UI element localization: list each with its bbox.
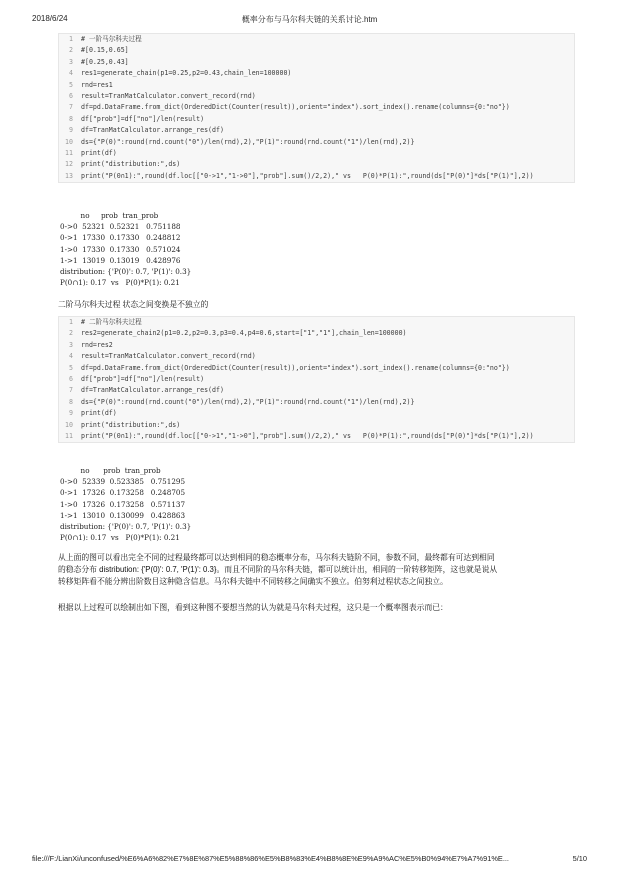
code-text: res1=generate_chain(p1=0.25,p2=0.43,chain_len=100000)	[81, 69, 292, 78]
output-line: distribution: {'P(0)': 0.7, 'P(1)': 0.3}	[60, 521, 192, 531]
code-text: result=TranMatCalculator.convert_record(rnd)	[81, 91, 256, 100]
code-line	[59, 159, 574, 170]
line-number: 2	[69, 329, 73, 338]
output-line: 0->0 52339 0.523385 0.751295	[60, 477, 186, 487]
code-text: #[0.15,0.65]	[81, 46, 129, 55]
output-line: 1->0 17330 0.17330 0.571024	[60, 244, 181, 254]
line-number: 5	[69, 363, 73, 372]
line-number: 13	[65, 171, 73, 180]
line-number: 9	[69, 409, 73, 418]
code-line	[59, 57, 574, 68]
code-text: rnd=res2	[81, 340, 113, 349]
code-line	[59, 420, 574, 431]
code-text: df=pd.DataFrame.from_dict(OrderedDict(Counter(result)),orient="index").sort_index().rename(columns={0:"no"})	[81, 103, 510, 112]
code-text: df["prob"]=df["no"]/len(result)	[81, 374, 205, 383]
line-number: 1	[69, 35, 73, 43]
output-line: 1->1 13010 0.130099 0.428863	[60, 510, 186, 520]
code-line	[59, 328, 574, 339]
line-number: 1	[69, 318, 73, 326]
output-line: 0->1 17330 0.17330 0.248812	[60, 233, 181, 243]
section-heading-second-order: 二阶马尔科夫过程 状态之间变换是不独立的	[58, 300, 209, 309]
line-number: 7	[69, 103, 73, 112]
code-text: df=pd.DataFrame.from_dict(OrderedDict(Counter(result)),orient="index").sort_index().rename(columns={0:"no"})	[81, 363, 510, 372]
footer-url: file:///F:/LianXi/unconfused/%E6%A6%82%E7%8E%87%E5%88%86%E5%B8%83%E4%B8%8E%E9%A9%AC%E5%B0%94%E7%A7%91%E...	[32, 854, 509, 863]
code-text: print("P(0∩1):",round(df.loc[["0->1","1->0"],"prob"].sum()/2,2)," vs P(0)*P(1):",round(ds["P(0)"]*ds["P(1)"],2))	[81, 171, 534, 180]
line-number: 11	[65, 431, 73, 440]
code-line	[59, 385, 574, 396]
line-number: 11	[65, 148, 73, 157]
paragraph-figure-intro: 根据以上过程可以绘制出如下图，看到这种图不要想当然的认为就是马尔科夫过程，这只是一个概率图表示而已：	[58, 603, 448, 612]
code-line	[59, 125, 574, 136]
output-line: no prob tran_prob	[60, 211, 159, 220]
output-second-order	[60, 465, 191, 543]
line-number: 12	[65, 160, 73, 169]
code-text: # 二阶马尔科夫过程	[81, 318, 142, 326]
line-number: 8	[69, 397, 73, 406]
code-text: print(df)	[81, 148, 117, 157]
line-number: 8	[69, 114, 73, 123]
code-text: print("distribution:",ds)	[81, 420, 181, 429]
code-line	[59, 34, 574, 45]
code-line	[59, 137, 574, 148]
output-line: 1->0 17326 0.173258 0.571137	[60, 499, 186, 509]
code-text: df=TranMatCalculator.arrange_res(df)	[81, 126, 224, 135]
code-block-first-order[interactable]	[58, 33, 575, 183]
code-line	[59, 114, 574, 125]
line-number: 6	[69, 91, 73, 100]
output-line: distribution: {'P(0)': 0.7, 'P(1)': 0.3}	[60, 266, 192, 276]
line-number: 5	[69, 80, 73, 89]
code-line	[59, 80, 574, 91]
code-line	[59, 171, 574, 182]
output-line: 0->0 52321 0.52321 0.751188	[60, 222, 181, 232]
line-number: 3	[69, 340, 73, 349]
code-text: df["prob"]=df["no"]/len(result)	[81, 114, 205, 123]
output-first-order	[60, 210, 191, 288]
line-number: 10	[65, 420, 73, 429]
code-line	[59, 102, 574, 113]
page-number: 5/10	[572, 854, 587, 863]
line-number: 2	[69, 46, 73, 55]
line-number: 6	[69, 374, 73, 383]
output-line: 1->1 13019 0.13019 0.428976	[60, 255, 181, 265]
paragraph-conclusion: 从上面的图可以看出完全不同的过程最终都可以达到相同的稳态概率分布，马尔科夫链阶不同，参数不同，最终都有可达到相同的稳态分布 distribution: {'P(0)': 0.7, 'P(1)': 0.3}。而且不同阶的马尔科夫链，都可以统计出，相同的一阶转移矩阵，这也就是说从转移矩阵看不能分辨出阶数目这种隐含信息。马尔科夫链中不同转移之间确实不独立。伯努利过程状态之间独立。	[58, 553, 498, 587]
line-number: 4	[69, 352, 73, 361]
code-text: # 一阶马尔科夫过程	[81, 35, 142, 43]
code-text: print("distribution:",ds)	[81, 160, 181, 169]
code-block-second-order[interactable]	[58, 316, 575, 443]
code-text: print("P(0∩1):",round(df.loc[["0->1","1->0"],"prob"].sum()/2,2)," vs P(0)*P(1):",round(ds["P(0)"]*ds["P(1)"],2))	[81, 431, 534, 440]
code-line	[59, 317, 574, 328]
output-line: P(0∩1): 0.17 vs P(0)*P(1): 0.21	[60, 533, 180, 543]
code-text: ds={"P(0)":round(rnd.count("0")/len(rnd),2),"P(1)":round(rnd.count("1")/len(rnd),2)}	[81, 397, 415, 406]
code-text: ds={"P(0)":round(rnd.count("0")/len(rnd),2),"P(1)":round(rnd.count("1")/len(rnd),2)}	[81, 137, 415, 146]
code-line	[59, 148, 574, 159]
line-number: 3	[69, 57, 73, 66]
code-line	[59, 374, 574, 385]
line-number: 7	[69, 386, 73, 395]
line-number: 10	[65, 137, 73, 146]
output-line: P(0∩1): 0.17 vs P(0)*P(1): 0.21	[60, 278, 180, 288]
code-text: #[0.25,0.43]	[81, 57, 129, 66]
code-text: rnd=res1	[81, 80, 113, 89]
code-line	[59, 397, 574, 408]
code-text: res2=generate_chain2(p1=0.2,p2=0.3,p3=0.4,p4=0.6,start=["1","1"],chain_len=100000)	[81, 329, 407, 338]
code-text: print(df)	[81, 409, 117, 418]
code-line	[59, 408, 574, 419]
code-line	[59, 351, 574, 362]
code-line	[59, 363, 574, 374]
code-line	[59, 340, 574, 351]
code-text: result=TranMatCalculator.convert_record(rnd)	[81, 352, 256, 361]
output-line: 0->1 17326 0.173258 0.248705	[60, 488, 186, 498]
code-line	[59, 68, 574, 79]
code-line	[59, 431, 574, 442]
code-text: df=TranMatCalculator.arrange_res(df)	[81, 386, 224, 395]
line-number: 4	[69, 69, 73, 78]
output-line: no prob tran_prob	[60, 466, 161, 475]
document-title: 概率分布与马尔科夫链的关系讨论.htm	[241, 15, 378, 24]
print-date: 2018/6/24	[32, 14, 68, 23]
line-number: 9	[69, 126, 73, 135]
code-line	[59, 45, 574, 56]
code-line	[59, 91, 574, 102]
